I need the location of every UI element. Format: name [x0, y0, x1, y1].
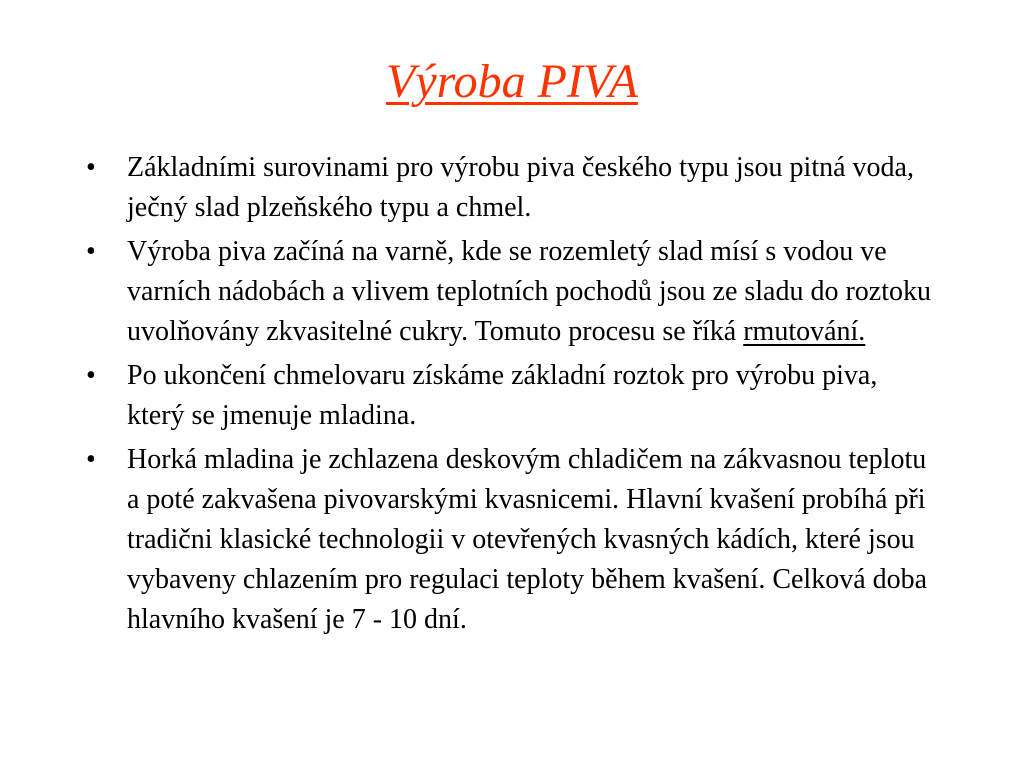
- bullet-text: Horká mladina je zchlazena deskovým chladičem na zákvasnou teplotu a poté zakvašena pivovarskými kvasnicemi. Hlavní kvašení probíhá při tradični klasické technologii v otevřených kvasných kádích, které jsou vybaveny chlazením pro regulaci teploty během kvašení. Celková doba hlavního kvašení je 7 - 10 dní.: [127, 444, 928, 635]
- bullet-icon: •: [86, 360, 96, 391]
- slide-title: Výroba PIVA: [386, 55, 638, 108]
- rmutovani-link[interactable]: rmutování.: [743, 316, 866, 347]
- bullet-icon: •: [86, 236, 96, 267]
- bullet-icon: •: [86, 152, 96, 183]
- bullet-text: Výroba piva začíná na varně, kde se rozemletý slad mísí s vodou ve varních nádobách a vlivem teplotních pochodů jsou ze sladu do roztoku uvolňovány zkvasitelné cukry. Tomuto procesu se říká: [127, 236, 932, 347]
- bullet-text: Po ukončení chmelovaru získáme základní roztok pro výrobu piva, který se jmenuje mladina.: [127, 360, 878, 431]
- bullet-text: Základními surovinami pro výrobu piva českého typu jsou pitná voda, ječný slad plzeňského typu a chmel.: [127, 152, 914, 223]
- bullet-list: [86, 148, 936, 644]
- bullet-item: [86, 232, 936, 352]
- bullet-item: [86, 148, 936, 228]
- bullet-icon: •: [86, 444, 96, 475]
- bullet-item: [86, 356, 936, 436]
- bullet-item: [86, 440, 936, 640]
